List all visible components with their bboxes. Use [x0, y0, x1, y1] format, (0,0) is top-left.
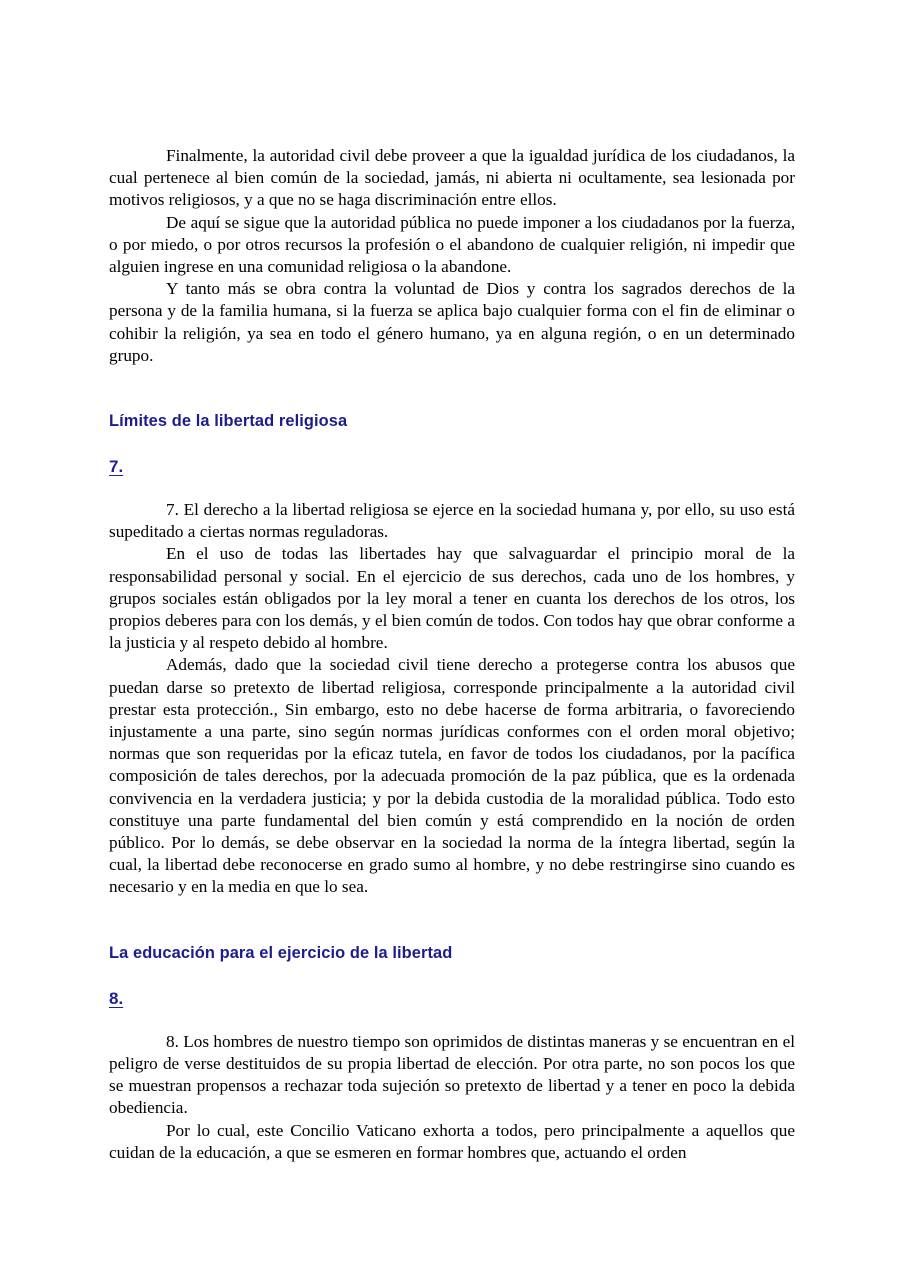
paragraph-7-en-el-uso: En el uso de todas las libertades hay que salvaguardar el principio moral de la responsabilidad personal y social. En el ejercicio de sus derechos, cada uno de los hombres, y grupos sociales están obligados por la ley moral a tener en cuanta los derechos de los otros, los propios deberes para con los demás, y el bien común de todos. Con todos hay que obrar conforme a la justicia y al respeto debido al hombre.: [109, 544, 795, 653]
paragraph-finalmente: Finalmente, la autoridad civil debe proveer a que la igualdad jurídica de los ciudadanos, la cual pertenece al bien común de la sociedad, jamás, ni abierta ni ocultamente, sea lesionada por motivos religiosos, y a que no se haga discriminación entre ellos.: [109, 146, 795, 210]
paragraph-8-por-lo-cual: Por lo cual, este Concilio Vaticano exhorta a todos, pero principalmente a aquellos que cuidan de la educación, a que se esmeren en formar hombres que, actuando el orden: [109, 1120, 795, 1162]
spacer-before-heading-educacion: [109, 899, 795, 943]
paragraph-y-tanto-mas: Y tanto más se obra contra la voluntad de Dios y contra los sagrados derechos de la persona y de la familia humana, si la fuerza se aplica bajo cualquier forma con el fin de eliminar o cohibir la religión, ya sea en todo el género humano, ya en alguna región, o en un determinado grupo.: [109, 279, 795, 365]
paragraph-7-intro: 7. El derecho a la libertad religiosa se ejerce en la sociedad humana y, por ello, su uso está supeditado a ciertas normas reguladoras.: [109, 500, 795, 542]
paragraph-7-ademas: Además, dado que la sociedad civil tiene derecho a protegerse contra los abusos que puedan darse so pretexto de libertad religiosa, corresponde principalmente a la autoridad civil prestar esta protección., Sin embargo, esto no debe hacerse de forma arbitraria, o favoreciendo injustamente a una parte, sino según normas jurídicas conformes con el orden moral objetivo; normas que son requeridas por la eficaz tutela, en favor de todos los ciudadanos, por la pacífica composición de tales derechos, por la adecuada promoción de la paz pública, que es la ordenada convivencia en la verdadera justicia; y por la debida custodia de la moralidad pública. Todo esto constituye una parte fundamental del bien común y está comprendido en la noción de orden público. Por lo demás, se debe observar en la sociedad la norma de la íntegra libertad, según la cual, la libertad debe reconocerse en grado sumo al hombre, y no debe restringirse sino cuando es necesario y en la media en que lo sea.: [109, 655, 795, 897]
paragraph-de-aqui-se-sigue: De aquí se sigue que la autoridad pública no puede imponer a los ciudadanos por la fuerza, o por miedo, o por otros recursos la profesión o el abandono de cualquier religión, ni impedir que alguien ingrese en una comunidad religiosa o la abandone.: [109, 212, 795, 277]
section-anchor-link-7[interactable]: 7.: [109, 457, 124, 477]
spacer-after-anchor-7: [109, 477, 795, 499]
spacer-after-heading-educacion: [109, 963, 795, 989]
section-heading-limites-libertad-religiosa: Límites de la libertad religiosa: [109, 412, 348, 431]
spacer-after-heading-limites: [109, 431, 795, 457]
paragraph-8-intro: 8. Los hombres de nuestro tiempo son oprimidos de distintas maneras y se encuentran en el peligro de verse destituidos de su propia libertad de elección. Por otra parte, no son pocos los que se muestran propensos a rechazar toda sujeción so pretexto de libertad y a tener en poco la debida obediencia.: [109, 1031, 795, 1118]
section-heading-educacion-ejercicio-libertad: La educación para el ejercicio de la libertad: [109, 943, 453, 962]
section-anchor-link-8[interactable]: 8.: [109, 988, 124, 1008]
spacer-after-anchor-8: [109, 1009, 795, 1031]
document-text-column: [109, 145, 795, 1164]
spacer-before-heading-limites: [109, 367, 795, 411]
